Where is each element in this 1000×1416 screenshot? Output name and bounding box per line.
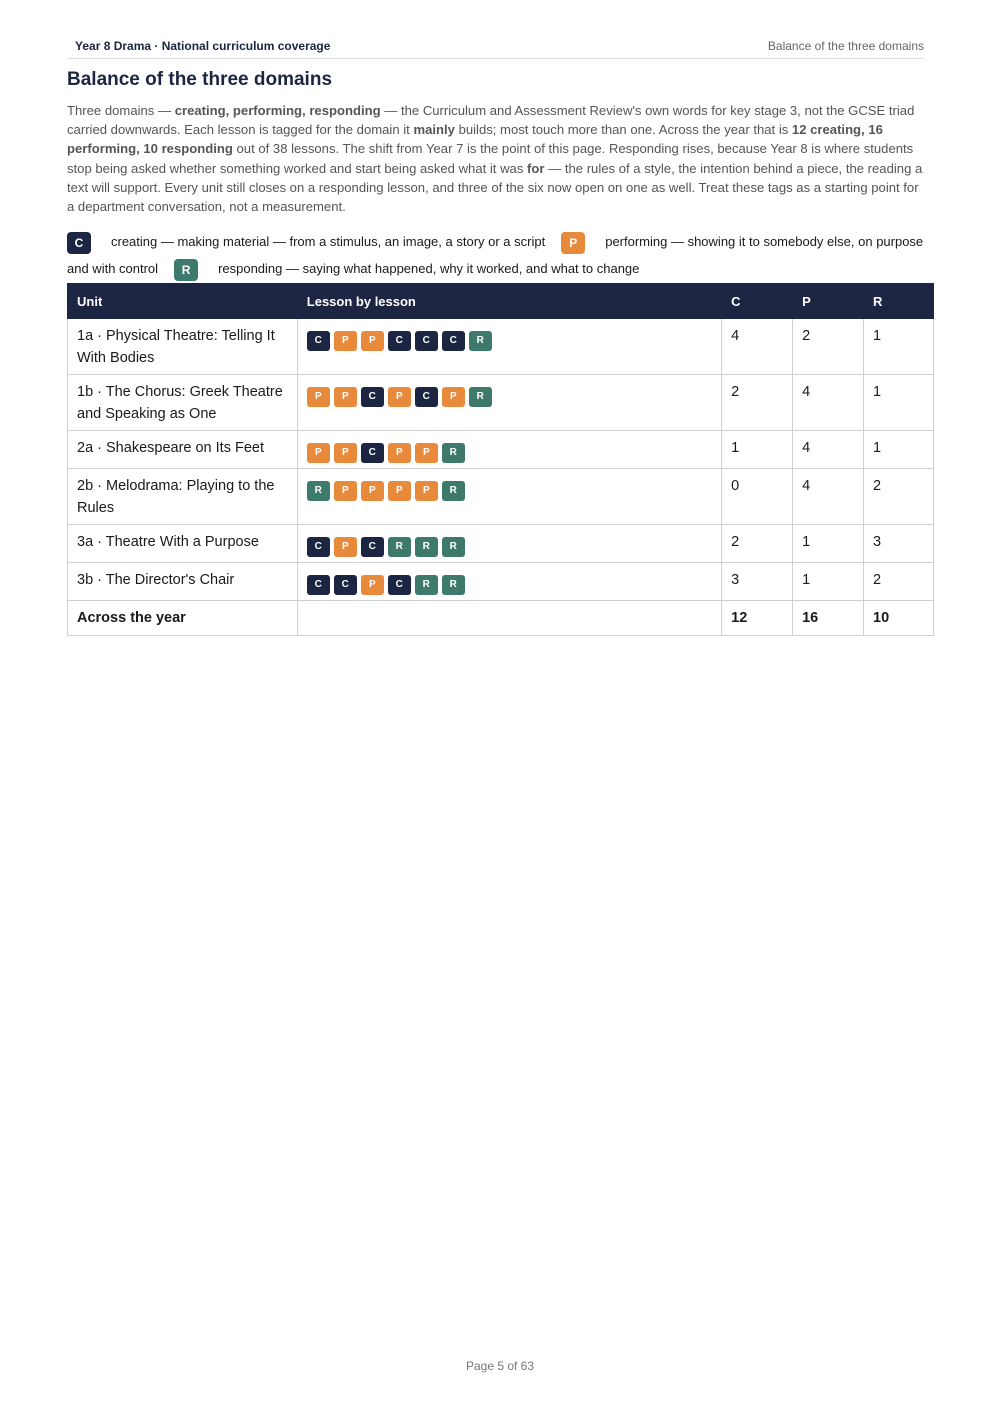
count-r-cell: 2 xyxy=(864,469,934,525)
lesson-tag-p: P xyxy=(307,443,330,463)
domain-balance-table xyxy=(67,283,934,636)
lesson-tag-c: C xyxy=(388,331,411,351)
count-r-cell: 2 xyxy=(864,563,934,601)
lesson-tag-p: P xyxy=(388,443,411,463)
lesson-tag-p: P xyxy=(334,481,357,501)
page-number: Page 5 of 63 xyxy=(465,1359,535,1373)
count-c-cell: 0 xyxy=(722,469,793,525)
col-header-r: R xyxy=(864,284,934,319)
lesson-tag-p: P xyxy=(415,443,438,463)
count-r-cell: 1 xyxy=(864,431,934,469)
page-header xyxy=(67,38,924,59)
unit-name-cell: 2b · Melodrama: Playing to the Rules xyxy=(68,469,298,525)
legend-text-p: performing — showing it to somebody else, on purpose and with control xyxy=(67,234,924,276)
lesson-tag-p: P xyxy=(415,481,438,501)
intro-emphasis: 12 creating, 16 performing, 10 responding xyxy=(67,122,883,157)
intro-text: out of 38 lessons. The shift from Year 7 is the point of this page. Responding rises, because Year 8 is where students stop being asked whether something worked and start being asked what it was xyxy=(67,141,914,176)
count-p-cell: 4 xyxy=(793,375,864,431)
table-row xyxy=(68,375,934,431)
lesson-tags-cell xyxy=(297,375,721,431)
count-c-cell: 2 xyxy=(722,375,793,431)
lesson-tag-c: C xyxy=(307,331,330,351)
lesson-tag-c: C xyxy=(361,443,384,463)
count-p-cell: 1 xyxy=(793,525,864,563)
lesson-tag-r: R xyxy=(442,481,465,501)
count-p-cell: 4 xyxy=(793,469,864,525)
domain-legend xyxy=(67,228,933,282)
count-p-cell: 2 xyxy=(793,319,864,375)
intro-text: — the Curriculum and Assessment Review's own words for key stage 3, not the GCSE triad carried downwards. Each lesson is tagged for the domain it xyxy=(67,103,915,138)
lesson-tag-c: C xyxy=(307,537,330,557)
col-header-c: C xyxy=(722,284,793,319)
lesson-tag-c: C xyxy=(361,537,384,557)
legend-tag-r: R xyxy=(174,259,198,281)
lesson-tag-p: P xyxy=(334,387,357,407)
lesson-tag-c: C xyxy=(388,575,411,595)
lesson-tag-p: P xyxy=(388,387,411,407)
header-document-title: Year 8 Drama · National curriculum coverage xyxy=(75,39,331,53)
intro-text: — the rules of a style, the intention behind a piece, the reading a text will support. Every unit still closes on a responding lesson, and three of the six now open on one as well. Treat these tags as a starting point for a department conversation, not a measurement. xyxy=(67,160,923,215)
lesson-tags-cell xyxy=(297,469,721,525)
lesson-tag-p: P xyxy=(334,331,357,351)
total-label-cell: Across the year xyxy=(68,601,298,636)
count-c-cell: 2 xyxy=(722,525,793,563)
lesson-tag-p: P xyxy=(361,481,384,501)
table-total-row xyxy=(68,601,934,636)
total-empty-cell xyxy=(297,601,721,636)
lesson-tag-p: P xyxy=(361,575,384,595)
count-p-cell: 1 xyxy=(793,563,864,601)
lesson-tags-cell xyxy=(297,525,721,563)
table-header-row xyxy=(68,284,934,319)
lesson-tag-r: R xyxy=(442,443,465,463)
lesson-tag-c: C xyxy=(415,331,438,351)
col-header-unit: Unit xyxy=(68,284,298,319)
count-r-cell: 1 xyxy=(864,319,934,375)
lesson-tags-cell xyxy=(297,563,721,601)
intro-text: Three domains — xyxy=(67,103,175,118)
lesson-tag-r: R xyxy=(442,575,465,595)
lesson-tag-r: R xyxy=(469,387,492,407)
total-r-cell: 10 xyxy=(864,601,934,636)
intro-paragraph xyxy=(67,101,929,216)
lesson-tag-c: C xyxy=(415,387,438,407)
table-row xyxy=(68,525,934,563)
legend-tag-c: C xyxy=(67,232,91,254)
total-p-cell: 16 xyxy=(793,601,864,636)
lesson-tag-p: P xyxy=(307,387,330,407)
lesson-tag-p: P xyxy=(361,331,384,351)
unit-name-cell: 3a · Theatre With a Purpose xyxy=(68,525,298,563)
unit-name-cell: 2a · Shakespeare on Its Feet xyxy=(68,431,298,469)
count-r-cell: 3 xyxy=(864,525,934,563)
legend-text-r: responding — saying what happened, why it worked, and what to change xyxy=(218,261,640,276)
count-c-cell: 1 xyxy=(722,431,793,469)
col-header-p: P xyxy=(793,284,864,319)
header-section-title: Balance of the three domains xyxy=(767,39,924,53)
lesson-tag-r: R xyxy=(442,537,465,557)
lesson-tag-p: P xyxy=(388,481,411,501)
lesson-tag-p: P xyxy=(334,443,357,463)
lesson-tag-r: R xyxy=(388,537,411,557)
lesson-tag-p: P xyxy=(334,537,357,557)
intro-emphasis: for xyxy=(527,160,545,176)
count-p-cell: 4 xyxy=(793,431,864,469)
page-title: Balance of the three domains xyxy=(67,69,333,90)
lesson-tag-p: P xyxy=(442,387,465,407)
intro-emphasis: creating, performing, responding xyxy=(174,103,381,118)
unit-name-cell: 3b · The Director's Chair xyxy=(68,563,298,601)
lesson-tag-r: R xyxy=(415,575,438,595)
intro-text: builds; most touch more than one. Across the year that is xyxy=(454,122,792,138)
legend-text-c: creating — making material — from a stimulus, an image, a story or a script xyxy=(111,234,546,249)
table-row xyxy=(68,431,934,469)
legend-tag-p: P xyxy=(561,232,585,254)
lesson-tag-c: C xyxy=(442,331,465,351)
lesson-tag-c: C xyxy=(334,575,357,595)
lesson-tag-r: R xyxy=(307,481,330,501)
table-row xyxy=(68,319,934,375)
lesson-tags-cell xyxy=(297,431,721,469)
count-r-cell: 1 xyxy=(864,375,934,431)
count-c-cell: 3 xyxy=(722,563,793,601)
intro-emphasis: mainly xyxy=(413,122,455,138)
lesson-tag-c: C xyxy=(361,387,384,407)
lesson-tag-r: R xyxy=(469,331,492,351)
col-header-lessons: Lesson by lesson xyxy=(297,284,721,319)
table-row xyxy=(68,563,934,601)
unit-name-cell: 1b · The Chorus: Greek Theatre and Speaking as One xyxy=(68,375,298,431)
count-c-cell: 4 xyxy=(722,319,793,375)
lesson-tag-c: C xyxy=(307,575,330,595)
lesson-tag-r: R xyxy=(415,537,438,557)
table-row xyxy=(68,469,934,525)
unit-name-cell: 1a · Physical Theatre: Telling It With Bodies xyxy=(68,319,298,375)
total-c-cell: 12 xyxy=(722,601,793,636)
lesson-tags-cell xyxy=(297,319,721,375)
